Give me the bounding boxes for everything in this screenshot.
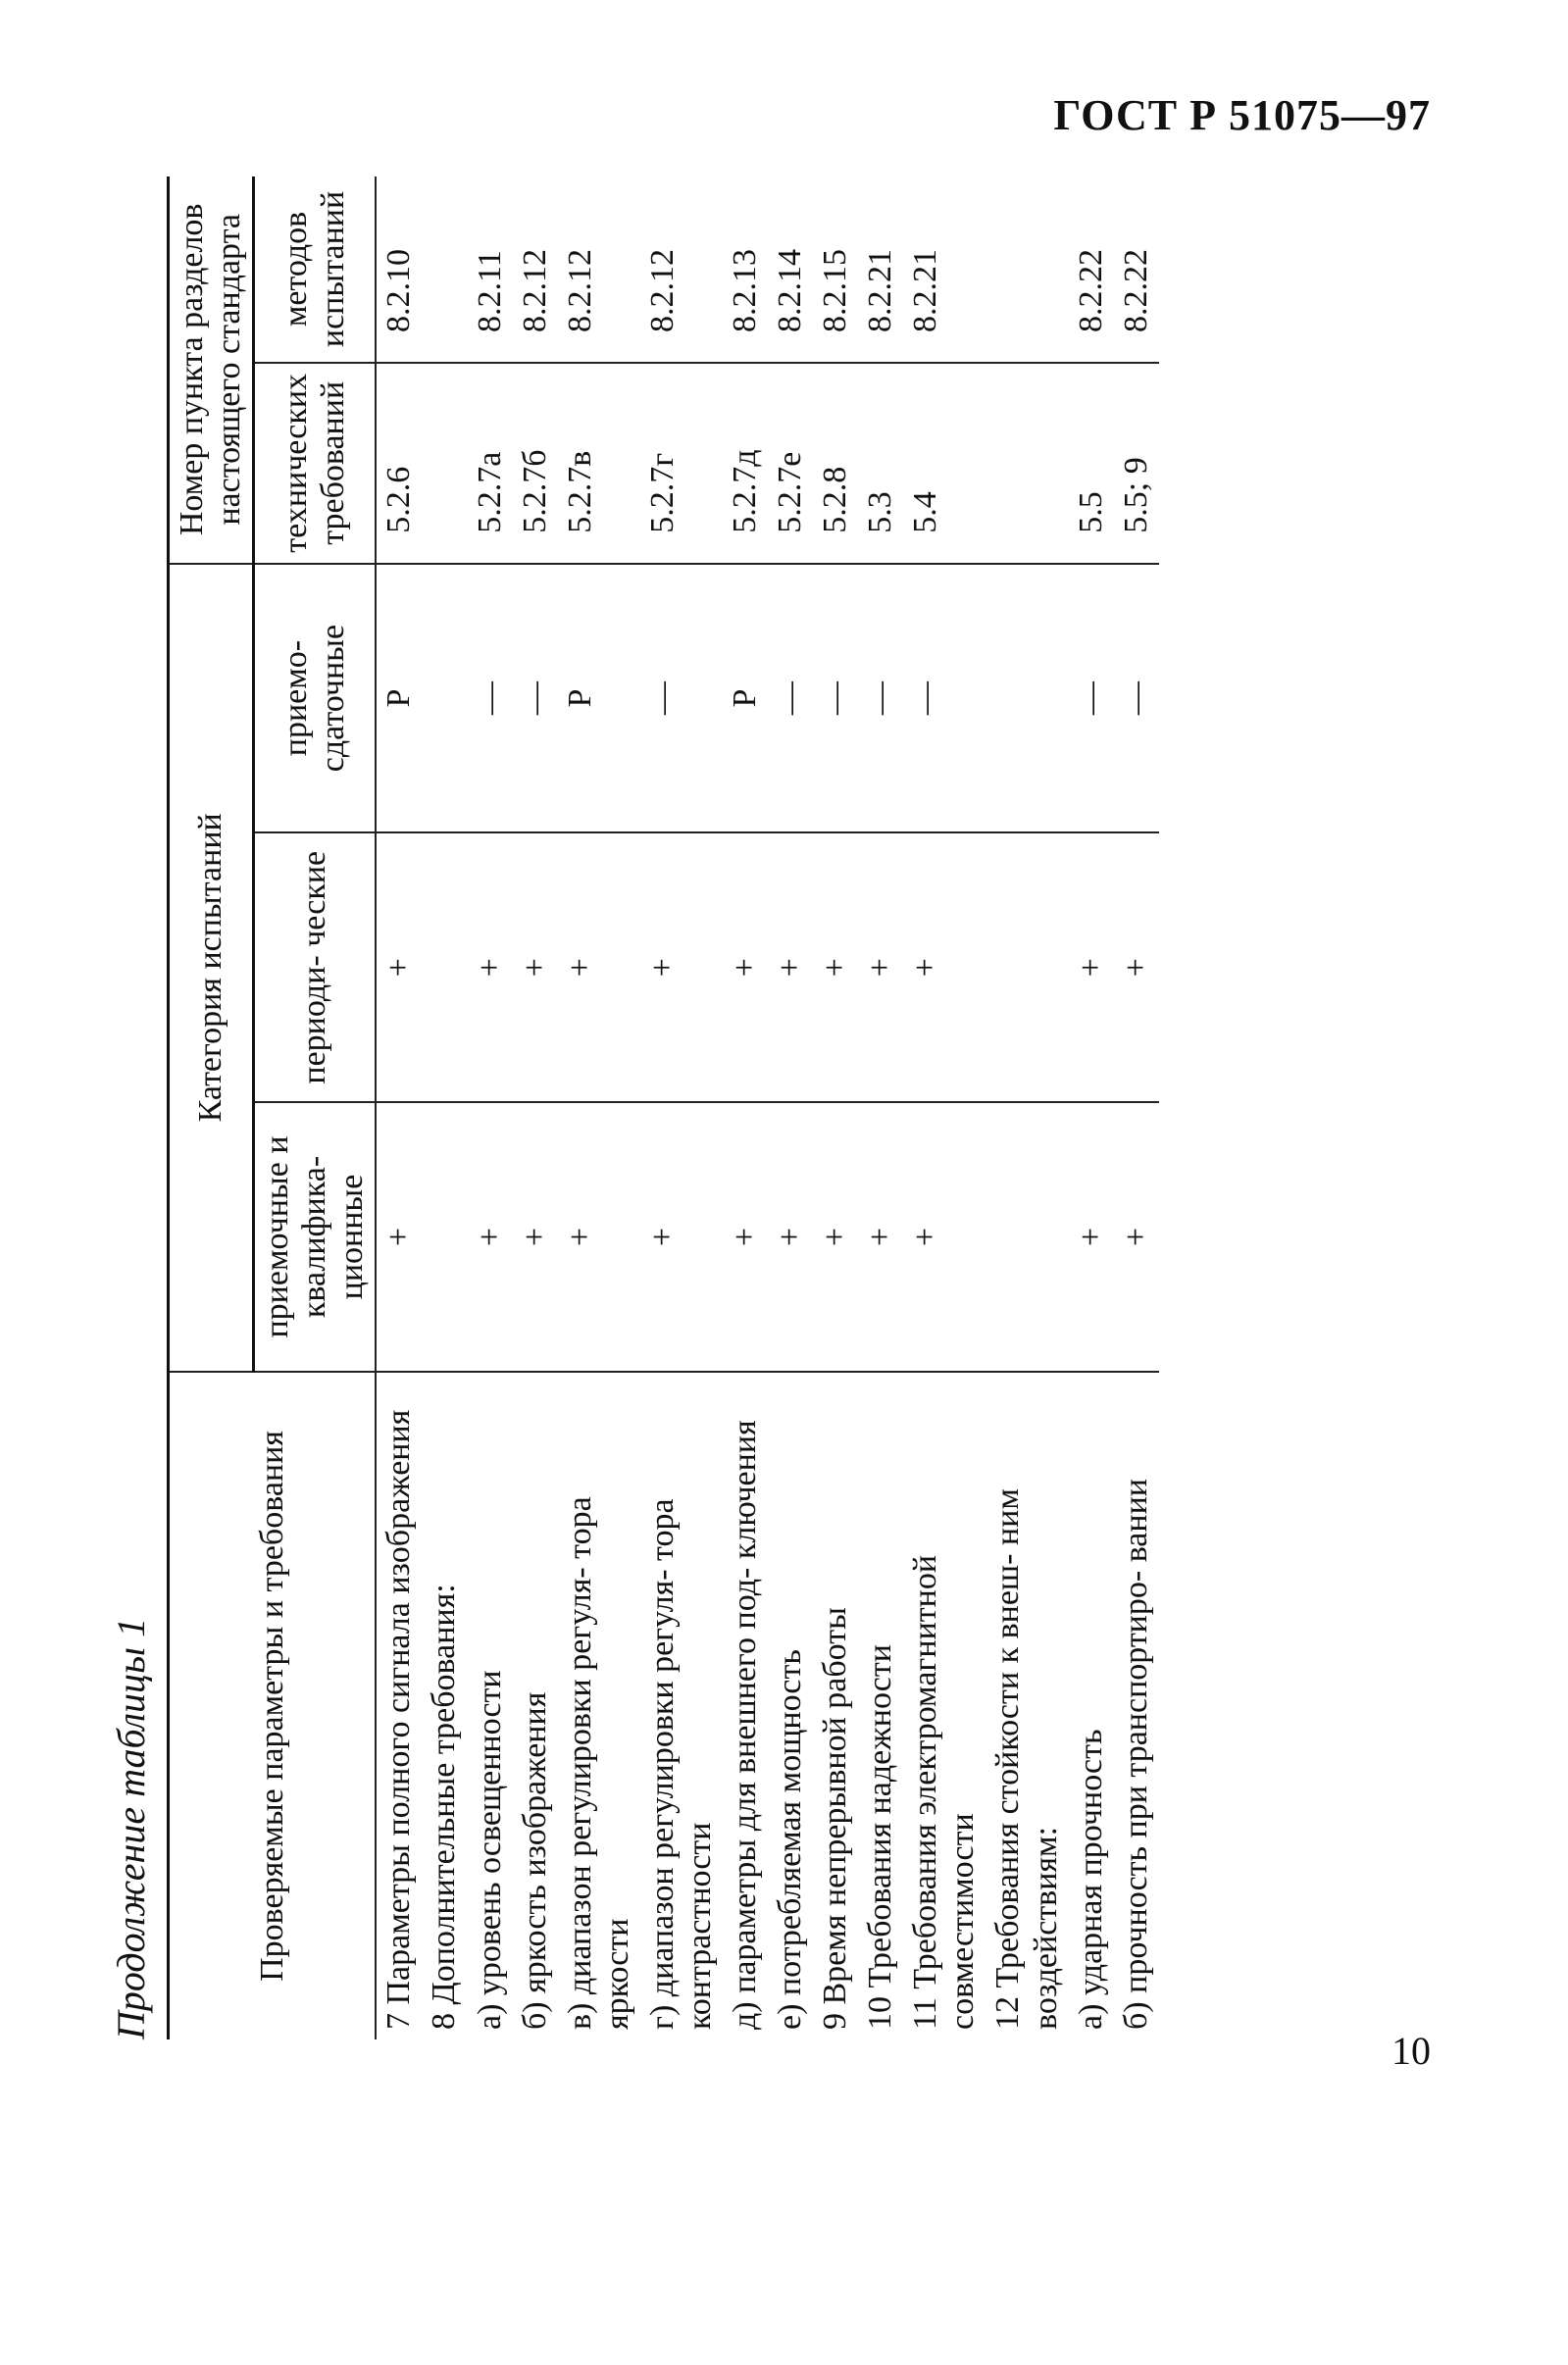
row-handover-cell: — bbox=[903, 564, 986, 833]
row-tech-cell: 5.2.7а bbox=[468, 363, 513, 564]
row-acceptance-cell: + bbox=[1114, 1102, 1159, 1372]
row-periodic-cell: + bbox=[903, 832, 986, 1102]
row-method-cell bbox=[422, 176, 467, 363]
row-param-cell: 12 Требования стойкости к внеш- ним воздействиям: bbox=[986, 1372, 1068, 2039]
row-acceptance-cell: + bbox=[558, 1102, 640, 1372]
table-row bbox=[768, 176, 813, 2039]
row-handover-cell bbox=[422, 564, 467, 833]
header-test-category: Категория испытаний bbox=[169, 564, 254, 1372]
row-method-cell bbox=[986, 176, 1068, 363]
row-method-cell: 8.2.12 bbox=[513, 176, 558, 363]
table-row bbox=[640, 176, 723, 2039]
rotated-sheet bbox=[108, 176, 1461, 2039]
row-periodic-cell: + bbox=[376, 832, 422, 1102]
row-handover-cell: — bbox=[1069, 564, 1114, 833]
row-periodic-cell: + bbox=[468, 832, 513, 1102]
row-periodic-cell bbox=[986, 832, 1068, 1102]
row-periodic-cell bbox=[422, 832, 467, 1102]
row-param-cell: в) диапазон регулировки регуля- тора яркости bbox=[558, 1372, 640, 2039]
document-id: ГОСТ Р 51075—97 bbox=[1053, 91, 1431, 139]
row-periodic-cell: + bbox=[768, 832, 813, 1102]
header-handover: приемо- сдаточные bbox=[254, 564, 377, 833]
row-tech-cell: 5.2.7б bbox=[513, 363, 558, 564]
header-section-numbers: Номер пункта разделов настоящего стандарта bbox=[169, 176, 254, 564]
header-acceptance: приемочные и квалифика- ционные bbox=[254, 1102, 377, 1372]
row-handover-cell: — bbox=[1114, 564, 1159, 833]
row-handover-cell: Р bbox=[558, 564, 640, 833]
table-row bbox=[1114, 176, 1159, 2039]
row-periodic-cell: + bbox=[558, 832, 640, 1102]
row-method-cell: 8.2.12 bbox=[558, 176, 640, 363]
row-tech-cell bbox=[422, 363, 467, 564]
table-row bbox=[468, 176, 513, 2039]
row-handover-cell: — bbox=[813, 564, 858, 833]
row-periodic-cell: + bbox=[813, 832, 858, 1102]
parameters-table bbox=[167, 176, 1159, 2039]
row-acceptance-cell: + bbox=[768, 1102, 813, 1372]
row-acceptance-cell: + bbox=[640, 1102, 723, 1372]
table-row bbox=[813, 176, 858, 2039]
table-row bbox=[986, 176, 1068, 2039]
row-tech-cell: 5.5 bbox=[1069, 363, 1114, 564]
row-handover-cell: — bbox=[768, 564, 813, 833]
table-row bbox=[1069, 176, 1114, 2039]
header-param: Проверяемые параметры и требования bbox=[169, 1372, 377, 2039]
table-row bbox=[376, 176, 422, 2039]
row-tech-cell bbox=[986, 363, 1068, 564]
row-handover-cell: — bbox=[468, 564, 513, 833]
row-acceptance-cell: + bbox=[376, 1102, 422, 1372]
row-acceptance-cell: + bbox=[903, 1102, 986, 1372]
row-periodic-cell: + bbox=[858, 832, 903, 1102]
row-acceptance-cell: + bbox=[1069, 1102, 1114, 1372]
row-handover-cell: — bbox=[640, 564, 723, 833]
row-handover-cell: — bbox=[513, 564, 558, 833]
row-method-cell: 8.2.22 bbox=[1069, 176, 1114, 363]
row-tech-cell: 5.5; 9 bbox=[1114, 363, 1159, 564]
row-acceptance-cell: + bbox=[468, 1102, 513, 1372]
row-param-cell: 8 Дополнительные требования: bbox=[422, 1372, 467, 2039]
row-param-cell: б) прочность при транспортиро- вании bbox=[1114, 1372, 1159, 2039]
table-row bbox=[858, 176, 903, 2039]
row-method-cell: 8.2.21 bbox=[858, 176, 903, 363]
row-param-cell: 11 Требования электромагнитной совместимости bbox=[903, 1372, 986, 2039]
table-row bbox=[422, 176, 467, 2039]
row-param-cell: 7 Параметры полного сигнала изображения bbox=[376, 1372, 422, 2039]
page-number: 10 bbox=[1391, 2029, 1431, 2073]
row-tech-cell: 5.2.7в bbox=[558, 363, 640, 564]
row-handover-cell: Р bbox=[376, 564, 422, 833]
row-tech-cell: 5.2.7г bbox=[640, 363, 723, 564]
row-acceptance-cell: + bbox=[813, 1102, 858, 1372]
row-tech-cell: 5.3 bbox=[858, 363, 903, 564]
row-method-cell: 8.2.15 bbox=[813, 176, 858, 363]
row-method-cell: 8.2.12 bbox=[640, 176, 723, 363]
row-param-cell: г) диапазон регулировки регуля- тора контрастности bbox=[640, 1372, 723, 2039]
row-periodic-cell: + bbox=[1069, 832, 1114, 1102]
table-caption: Продолжение таблицы 1 bbox=[109, 1617, 153, 2039]
table-row bbox=[903, 176, 986, 2039]
row-method-cell: 8.2.13 bbox=[723, 176, 768, 363]
row-param-cell: 9 Время непрерывной работы bbox=[813, 1372, 858, 2039]
table-row bbox=[513, 176, 558, 2039]
row-method-cell: 8.2.11 bbox=[468, 176, 513, 363]
row-acceptance-cell bbox=[986, 1102, 1068, 1372]
row-tech-cell: 5.2.6 bbox=[376, 363, 422, 564]
row-handover-cell: Р bbox=[723, 564, 768, 833]
table-row bbox=[558, 176, 640, 2039]
row-tech-cell: 5.4 bbox=[903, 363, 986, 564]
row-tech-cell: 5.2.7д bbox=[723, 363, 768, 564]
row-param-cell: е) потребляемая мощность bbox=[768, 1372, 813, 2039]
row-acceptance-cell: + bbox=[723, 1102, 768, 1372]
row-param-cell: б) яркость изображения bbox=[513, 1372, 558, 2039]
header-tech-requirements: технических требований bbox=[254, 363, 377, 564]
row-acceptance-cell bbox=[422, 1102, 467, 1372]
row-handover-cell bbox=[986, 564, 1068, 833]
header-periodic: периоди- ческие bbox=[254, 832, 377, 1102]
row-acceptance-cell: + bbox=[513, 1102, 558, 1372]
row-param-cell: д) параметры для внешнего под- ключения bbox=[723, 1372, 768, 2039]
header-test-methods: методов испытаний bbox=[254, 176, 377, 363]
row-periodic-cell: + bbox=[640, 832, 723, 1102]
row-method-cell: 8.2.21 bbox=[903, 176, 986, 363]
row-acceptance-cell: + bbox=[858, 1102, 903, 1372]
row-tech-cell: 5.2.8 bbox=[813, 363, 858, 564]
row-param-cell: 10 Требования надежности bbox=[858, 1372, 903, 2039]
row-method-cell: 8.2.14 bbox=[768, 176, 813, 363]
row-handover-cell: — bbox=[858, 564, 903, 833]
row-method-cell: 8.2.10 bbox=[376, 176, 422, 363]
row-param-cell: а) уровень освещенности bbox=[468, 1372, 513, 2039]
row-periodic-cell: + bbox=[513, 832, 558, 1102]
row-periodic-cell: + bbox=[1114, 832, 1159, 1102]
table-row bbox=[723, 176, 768, 2039]
row-method-cell: 8.2.22 bbox=[1114, 176, 1159, 363]
row-periodic-cell: + bbox=[723, 832, 768, 1102]
row-param-cell: а) ударная прочность bbox=[1069, 1372, 1114, 2039]
row-tech-cell: 5.2.7е bbox=[768, 363, 813, 564]
